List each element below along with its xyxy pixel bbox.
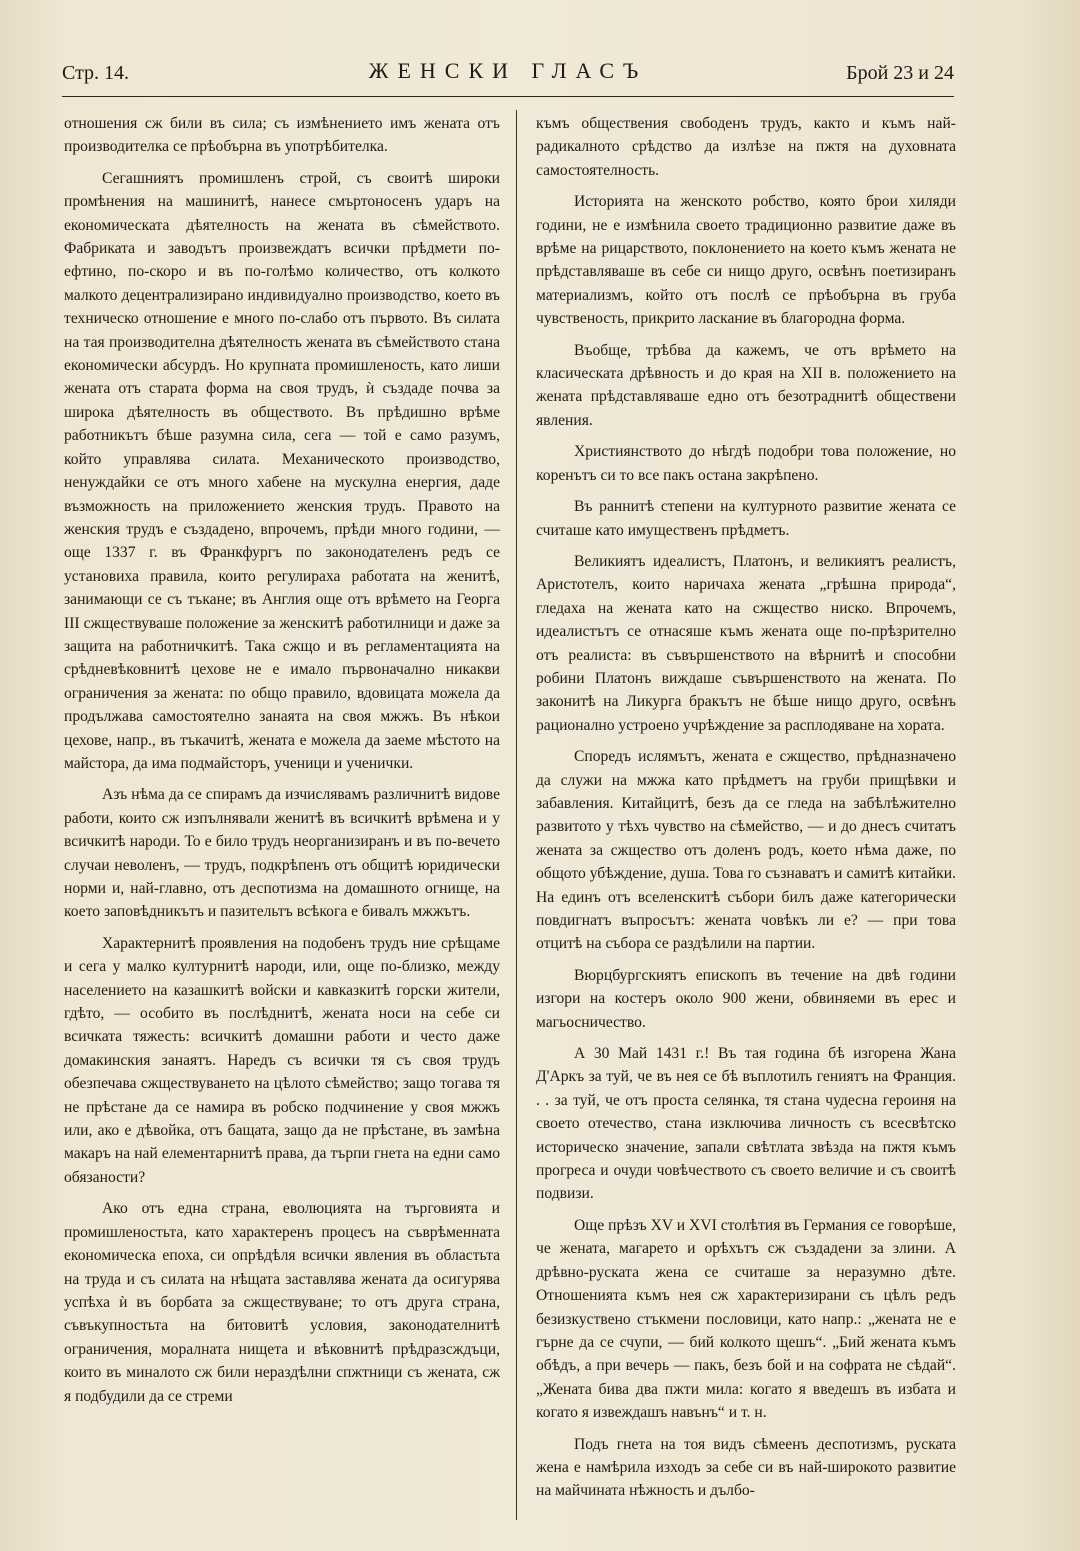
paragraph: Християнството до нѣгдѣ подобри това положение, но коренътъ си то все пакъ остана закрѣпено. — [536, 443, 956, 484]
newspaper-title: ЖЕНСКИ ГЛАСЪ — [368, 58, 648, 83]
page-number: Стр. 14. — [62, 62, 130, 84]
paragraph: Азъ нѣма да се спирамъ да изчислявамъ различнитѣ видове работи, които сж изпълнявали женитѣ въ всичкитѣ врѣмена и у всичкитѣ народи. То е било трудъ неорганизиранъ и въ по-вечето случаи неволенъ, — трудъ, подкрѣпенъ отъ общитѣ юридически норми и, най-главно, отъ деспотизма на домашното огнище, на което заповѣдникътъ и пазительтъ всѣкога е бивалъ мжжътъ. — [64, 786, 500, 921]
paragraph: Историята на женското робство, която брои хиляди години, не е измѣнила своето традиционно развитие даже въ врѣме на рицарството, поклонението на което къмъ жената не прѣдставляваше въ себе си нищо друго, освѣнъ поетизиранъ материализмъ, който отъ послѣ се прѣобърна въ груба чувственость, прикрито ласкание въ благородна форма. — [536, 193, 956, 328]
paragraph: Вюрцбургскиятъ епископъ въ течение на двѣ години изгори на костеръ около 900 жени, обвиняеми въ ерес и магьосничество. — [536, 966, 956, 1031]
paragraph: Характернитѣ проявления на подобенъ трудъ ние срѣщаме и сега у малко културнитѣ народи, или, още по-близко, между населението на казашкитѣ войски и кавказкитѣ горски жители, гдѣто, — особито въ послѣднитѣ, жената носи на себе си всичката тяжесть: всичкитѣ домашни работи и често даже домакинския занаятъ. Наредъ съ всички тя съ своя трудъ обезпечава сжществуването на цѣлото сѣмейство; защо тогава тя не прѣстане да се намира въ робско подчинение у своя мжжъ или, ако е дѣвойка, отъ бащата, защо да не прѣстане, въ замѣна макаръ на най елементарнитѣ права, да търпи гнета на едни само обязаности? — [64, 934, 500, 1186]
paragraph: Подъ гнета на тоя видъ сѣмеенъ деспотизмъ, руската жена е намѣрила изходъ за себе си въ най-широкото развитие на майчината нѣжность и дълбо- — [536, 1435, 956, 1500]
paragraph: Сегашниятъ промишленъ строй, съ своитѣ широки промѣнения на машинитѣ, нанесе смъртоносенъ ударъ на економическата дѣятелность на жената въ сѣмейството. Фабриката и заводътъ произвеждатъ всички прѣдмети по-ефтино, по-скоро и въ по-голѣмо количество, отъ колкото малкото децентрализирано индивидуално производство, което въ техническо отношение е много по-слабо отъ първото. Въ силата на тая производителна дѣятелность жената въ сѣмейството стана економически абсурдъ. Но крупната промишленость, като лиши жената отъ старата форма на своя трудъ, ѝ създаде почва за широка дѣятелность въ обществото. Въ прѣдишно врѣме работникътъ бѣше разумна сила, сега — той е само разумъ, който управлява силата. Механическото производство, ненуждайки се отъ много хабене на мускулна енергия, даде възможность на приложението женския трудъ. Правото на женския трудъ е създадено, впрочемъ, прѣди много години, — още 1337 г. въ Франкфургъ по законодателенъ редъ се установиха правила, които регулираха работата на женитѣ, занимающи се съ тъкане; въ Англия още отъ врѣмето на Георга III сжществуваше положение за женскитѣ работилници и даже за защита на работничкитѣ. Така сжщо и въ регламентацията на срѣдневѣковнитѣ цехове не е имало първоначално никакви ограничения за жената: по общо правило, вдовицата можела да продължава самостоятелно занаята на своя мжжъ. Въ нѣкои цехове, напр., въ тъкачитѣ, жената е можела да заеме мѣстото на майстора, да има подмайсторъ, ученици и ученички. — [64, 169, 500, 772]
header-rule — [62, 96, 954, 97]
paragraph: Още прѣзъ XV и XVI столѣтия въ Германия се говорѣше, че жената, магарето и орѣхътъ сж създадени за злини. А дрѣвно-руската жена се считаше за неразумно дѣте. Отношенията къмъ нея сж характеризирани съ цѣлъ редъ безизкуствено стъкмени пословици, като напр.: „жената не е гърне да се счупи, — бий колкото щешъ“. „Бий жената къмъ обѣдъ, а при вечерь — пакъ, безъ бой и на софрата не сѣдай“. „Жената бива два пжти мила: когато я введешъ въ избата и когато я извеждашъ навънъ“ и т. н. — [536, 1216, 956, 1422]
paragraph: Въобще, трѣбва да кажемъ, че отъ врѣмето на класическата дрѣвность и до края на XII в. положението на жената прѣдставляваше едно отъ безотраднитѣ обществени явления. — [536, 341, 956, 429]
issue-number: Брой 23 и 24 — [846, 62, 954, 84]
paragraph: Въ раннитѣ степени на културното развитие жената се считаше като имущественъ прѣдметъ. — [536, 498, 956, 539]
column-divider — [516, 110, 517, 1520]
paragraph: отношения сж били въ сила; съ измѣнението имъ жената отъ производителка се прѣобърна въ употрѣбителка. — [64, 115, 500, 156]
left-column — [64, 112, 500, 1408]
paragraph: Ако отъ една страна, еволюцията на търговията и промишленостьта, като характеренъ процесъ на съврѣменната економическа епоха, си опрѣдѣля всички явления въ областьта на труда и съ силата на нѣщата заставлява жената да осигурява успѣха ѝ въ борбата за сжществуване; то отъ друга страна, съвъкупностьта на битовитѣ условия, законодателнитѣ ограничения, моралната нищета и вѣковнитѣ прѣдразсждъци, които въ миналото сж били нераздѣлни спжтници съ жената, сж я подбудили да се стреми — [64, 1200, 500, 1405]
page-header — [62, 58, 954, 90]
paragraph: Споредъ ислямътъ, жената е сжщество, прѣдназначено да служи на мжжа като прѣдметъ на груби прищѣвки и забавления. Китайцитѣ, безъ да се гледа на забѣлѣжително развитото у тѣхъ чувство на сѣмейство, — и до днесъ считатъ жената за сжщество отъ доленъ родъ, което нѣма даже, по общото убѣждение, душа. Това го съзнаватъ и самитѣ китайки. На единъ отъ вселенскитѣ събори билъ даже категорически повдигнатъ въпросътъ: жената човѣкъ ли е? — при това отцитѣ на събора се раздѣлили на партии. — [536, 748, 956, 953]
paragraph: къмъ обществения свободенъ трудъ, както и къмъ най-радикалното срѣдство да излѣзе на пжтя на духовната самостоятелность. — [536, 115, 956, 179]
paragraph: А 30 Май 1431 г.! Въ тая година бѣ изгорена Жана Д'Аркъ за туй, че въ нея се бѣ въплотилъ гениятъ на Франция. . . за туй, че отъ проста селянка, тя стана чудесна героиня на своето отечество, стана изключива личность съ всесвѣтско историческо значение, запали свѣтлата звѣзда на пжтя къмъ прогреса и очуди човѣчеството съ своето величие и съ своитѣ подвизи. — [536, 1045, 956, 1203]
right-column — [536, 112, 956, 1503]
paragraph: Великиятъ идеалистъ, Платонъ, и великиятъ реалистъ, Аристотелъ, които наричаха жената „грѣшна природа“, гледаха на жената като на сжщество ниско. Впрочемъ, идеалистътъ се отнасяше къмъ жената още по-прѣзрително отъ реалиста: въ съвършенството на вѣрнитѣ и способни робини Платонъ виждаше съвършенството на жената. По законитѣ на Ликурга бракътъ не бѣше нищо друго, освѣнъ рационално устроено учрѣждение за расплодяване на хората. — [536, 552, 956, 734]
